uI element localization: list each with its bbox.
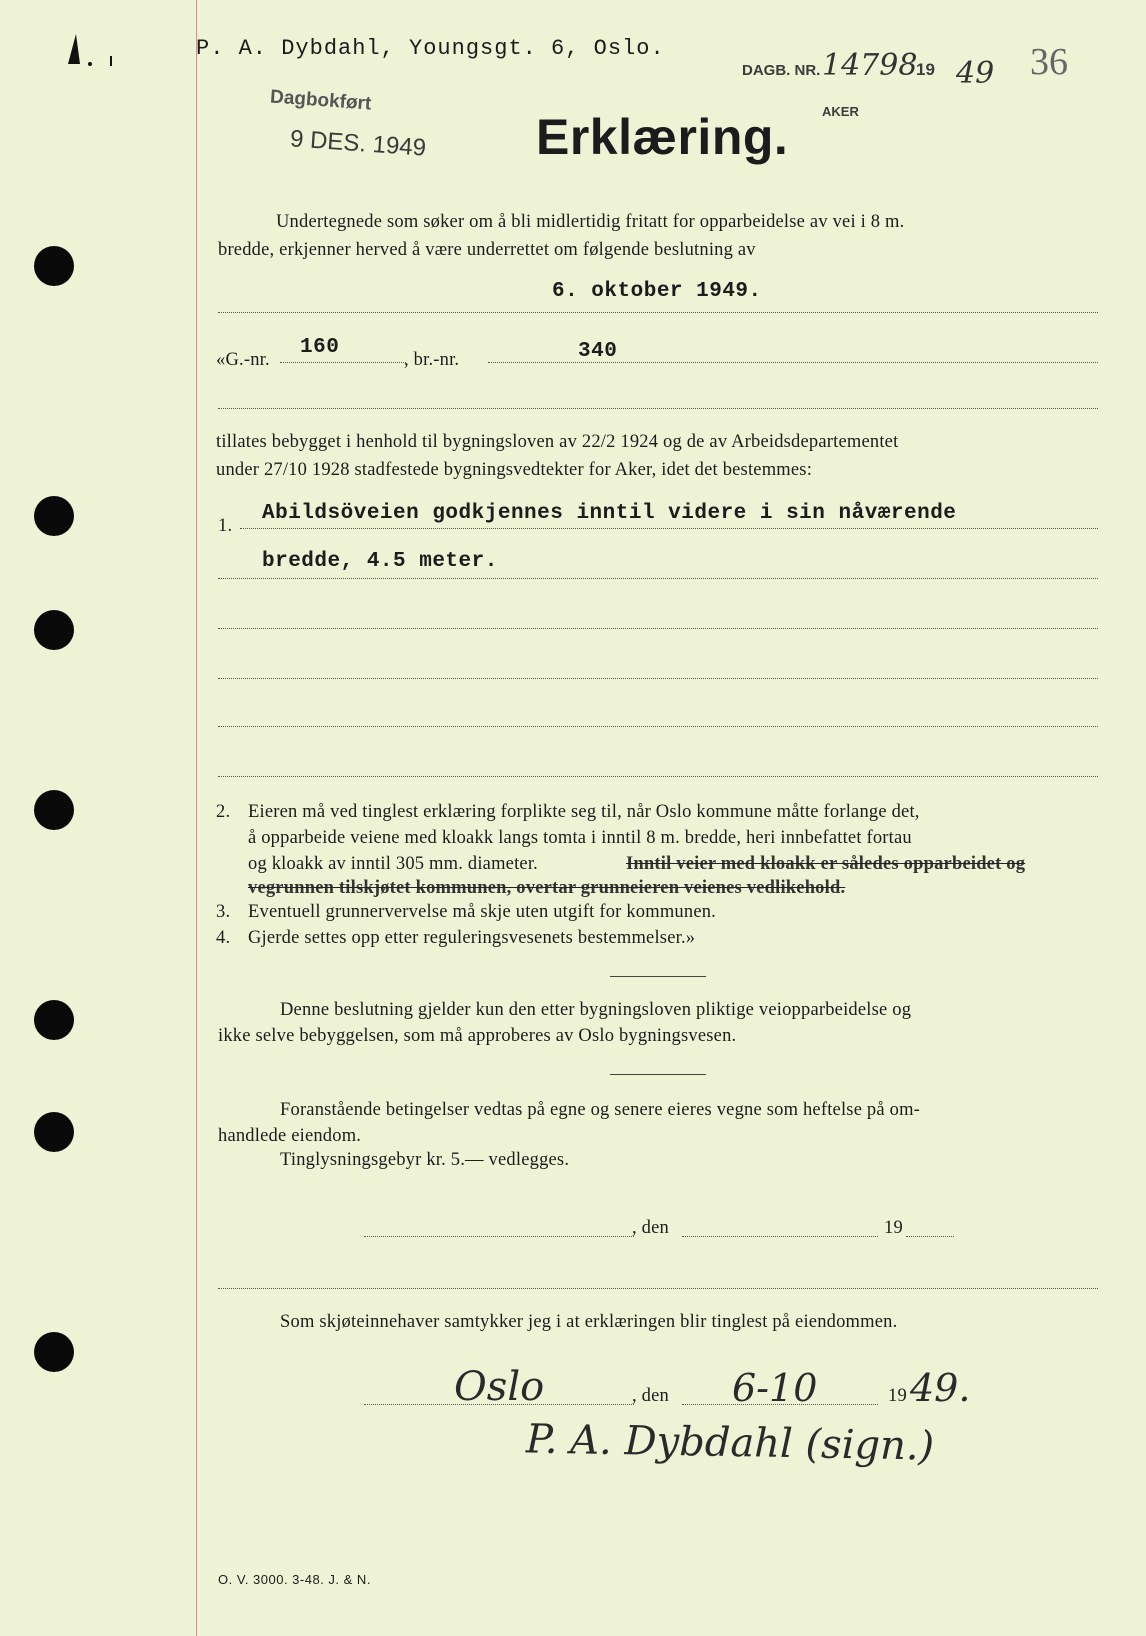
acceptance-line-1: Foranstående betingelser vedtas på egne og senere eieres vegne som heftelse på om- bbox=[280, 1100, 921, 1120]
intro-line-2: bredde, erkjenner herved å være underrettet om følgende beslutning av bbox=[218, 240, 756, 260]
place-field-2 bbox=[364, 1404, 634, 1405]
dotted-line bbox=[280, 362, 406, 363]
condition-2-struck-line-2: vegrunnen tilskjøtet kommunen, overtar grunneieren veienes vedlikehold. bbox=[248, 878, 846, 898]
condition-2-line-3: og kloakk av inntil 305 mm. diameter. bbox=[248, 854, 538, 874]
date-field-2 bbox=[682, 1404, 878, 1405]
condition-1-number: 1. bbox=[218, 516, 233, 536]
separator bbox=[610, 976, 706, 977]
dagb-number: 14798 bbox=[822, 48, 918, 83]
dotted-line bbox=[218, 776, 1098, 777]
dotted-line bbox=[218, 578, 1098, 579]
dotted-line bbox=[488, 362, 1098, 363]
dotted-line bbox=[218, 408, 1098, 409]
dagb-year-prefix: 19 bbox=[916, 60, 935, 79]
sender-line: P. A. Dybdahl, Youngsgt. 6, Oslo. bbox=[196, 36, 665, 61]
signature: P. A. Dybdahl (sign.) bbox=[525, 1416, 935, 1470]
page-number: 36 bbox=[1030, 41, 1068, 83]
dotted-line bbox=[218, 678, 1098, 679]
handwritten-place: Oslo bbox=[454, 1364, 545, 1410]
decision-date: 6. oktober 1949. bbox=[552, 280, 762, 303]
print-footer: O. V. 3000. 3-48. J. & N. bbox=[218, 1572, 371, 1587]
condition-4-text: Gjerde settes opp etter reguleringsvesenets bestemmelser.» bbox=[248, 928, 696, 948]
condition-4-number: 4. bbox=[216, 928, 231, 948]
aker-label: AKER bbox=[822, 104, 859, 119]
den-label-1: , den bbox=[632, 1218, 669, 1238]
handwritten-year: 49. bbox=[910, 1366, 971, 1410]
intro-line-1: Undertegnede som søker om å bli midlertidig fritatt for opparbeidelse av vei i 8 m. bbox=[276, 212, 905, 232]
date-field-1 bbox=[682, 1236, 878, 1237]
handwritten-date: 6-10 bbox=[732, 1366, 818, 1410]
permit-line-2: under 27/10 1928 stadfestede bygningsvedtekter for Aker, idet det bestemmes: bbox=[216, 460, 813, 480]
margin-rule bbox=[196, 0, 197, 1636]
dotted-line bbox=[218, 1288, 1098, 1289]
gnr-value: 160 bbox=[300, 336, 340, 359]
dotted-line bbox=[218, 312, 1098, 313]
year-field-1 bbox=[906, 1236, 954, 1237]
gnr-label: «G.-nr. bbox=[216, 350, 270, 370]
document-title: Erklæring. bbox=[536, 109, 789, 165]
brnr-value: 340 bbox=[578, 340, 618, 363]
condition-1-line-2: bredde, 4.5 meter. bbox=[262, 550, 498, 573]
punch-hole bbox=[34, 610, 74, 650]
ink-mark bbox=[60, 28, 120, 78]
condition-1-line-1: Abildsöveien godkjennes inntil videre i sin nåværende bbox=[262, 502, 957, 525]
punch-hole bbox=[34, 496, 74, 536]
condition-3-number: 3. bbox=[216, 902, 231, 922]
punch-hole bbox=[34, 790, 74, 830]
place-field-1 bbox=[364, 1236, 634, 1237]
dotted-line bbox=[218, 726, 1098, 727]
scope-line-1: Denne beslutning gjelder kun den etter bygningsloven pliktige veiopparbeidelse og bbox=[280, 1000, 912, 1020]
year-prefix-2: 19 bbox=[888, 1386, 907, 1406]
dotted-line bbox=[218, 628, 1098, 629]
punch-hole bbox=[34, 246, 74, 286]
brnr-label: , br.-nr. bbox=[404, 350, 460, 370]
condition-2-number: 2. bbox=[216, 802, 231, 822]
scope-line-2: ikke selve bebyggelsen, som må approberes av Oslo bygningsvesen. bbox=[218, 1026, 737, 1046]
consent-line: Som skjøteinnehaver samtykker jeg i at erklæringen blir tinglest på eiendommen. bbox=[280, 1312, 898, 1332]
dotted-line bbox=[240, 528, 1098, 529]
punch-hole bbox=[34, 1112, 74, 1152]
separator bbox=[610, 1074, 706, 1075]
condition-2-line-1: Eieren må ved tinglest erklæring forplikte seg til, når Oslo kommune måtte forlange det, bbox=[248, 802, 920, 822]
dagbokfort-stamp-date: 9 DES. 1949 bbox=[289, 125, 427, 162]
den-label-2: , den bbox=[632, 1386, 669, 1406]
dagb-year: 49 bbox=[956, 56, 995, 91]
dagb-label: DAGB. NR. bbox=[742, 62, 821, 79]
fee-line: Tinglysningsgebyr kr. 5.— vedlegges. bbox=[280, 1150, 570, 1170]
acceptance-line-2: handlede eiendom. bbox=[218, 1126, 362, 1146]
condition-2-struck-line-1: Inntil veier med kloakk er således opparbeidet og bbox=[626, 854, 1026, 874]
dagbokfort-stamp-label: Dagbokført bbox=[269, 86, 372, 115]
punch-hole bbox=[34, 1000, 74, 1040]
condition-2-line-2: å opparbeide veiene med kloakk langs tomta i inntil 8 m. bredde, heri innbefattet fortau bbox=[248, 828, 912, 848]
year-prefix-1: 19 bbox=[884, 1218, 903, 1238]
punch-hole bbox=[34, 1332, 74, 1372]
permit-line-1: tillates bebygget i henhold til bygningsloven av 22/2 1924 og de av Arbeidsdepartementet bbox=[216, 432, 899, 452]
condition-3-text: Eventuell grunnervervelse må skje uten utgift for kommunen. bbox=[248, 902, 717, 922]
